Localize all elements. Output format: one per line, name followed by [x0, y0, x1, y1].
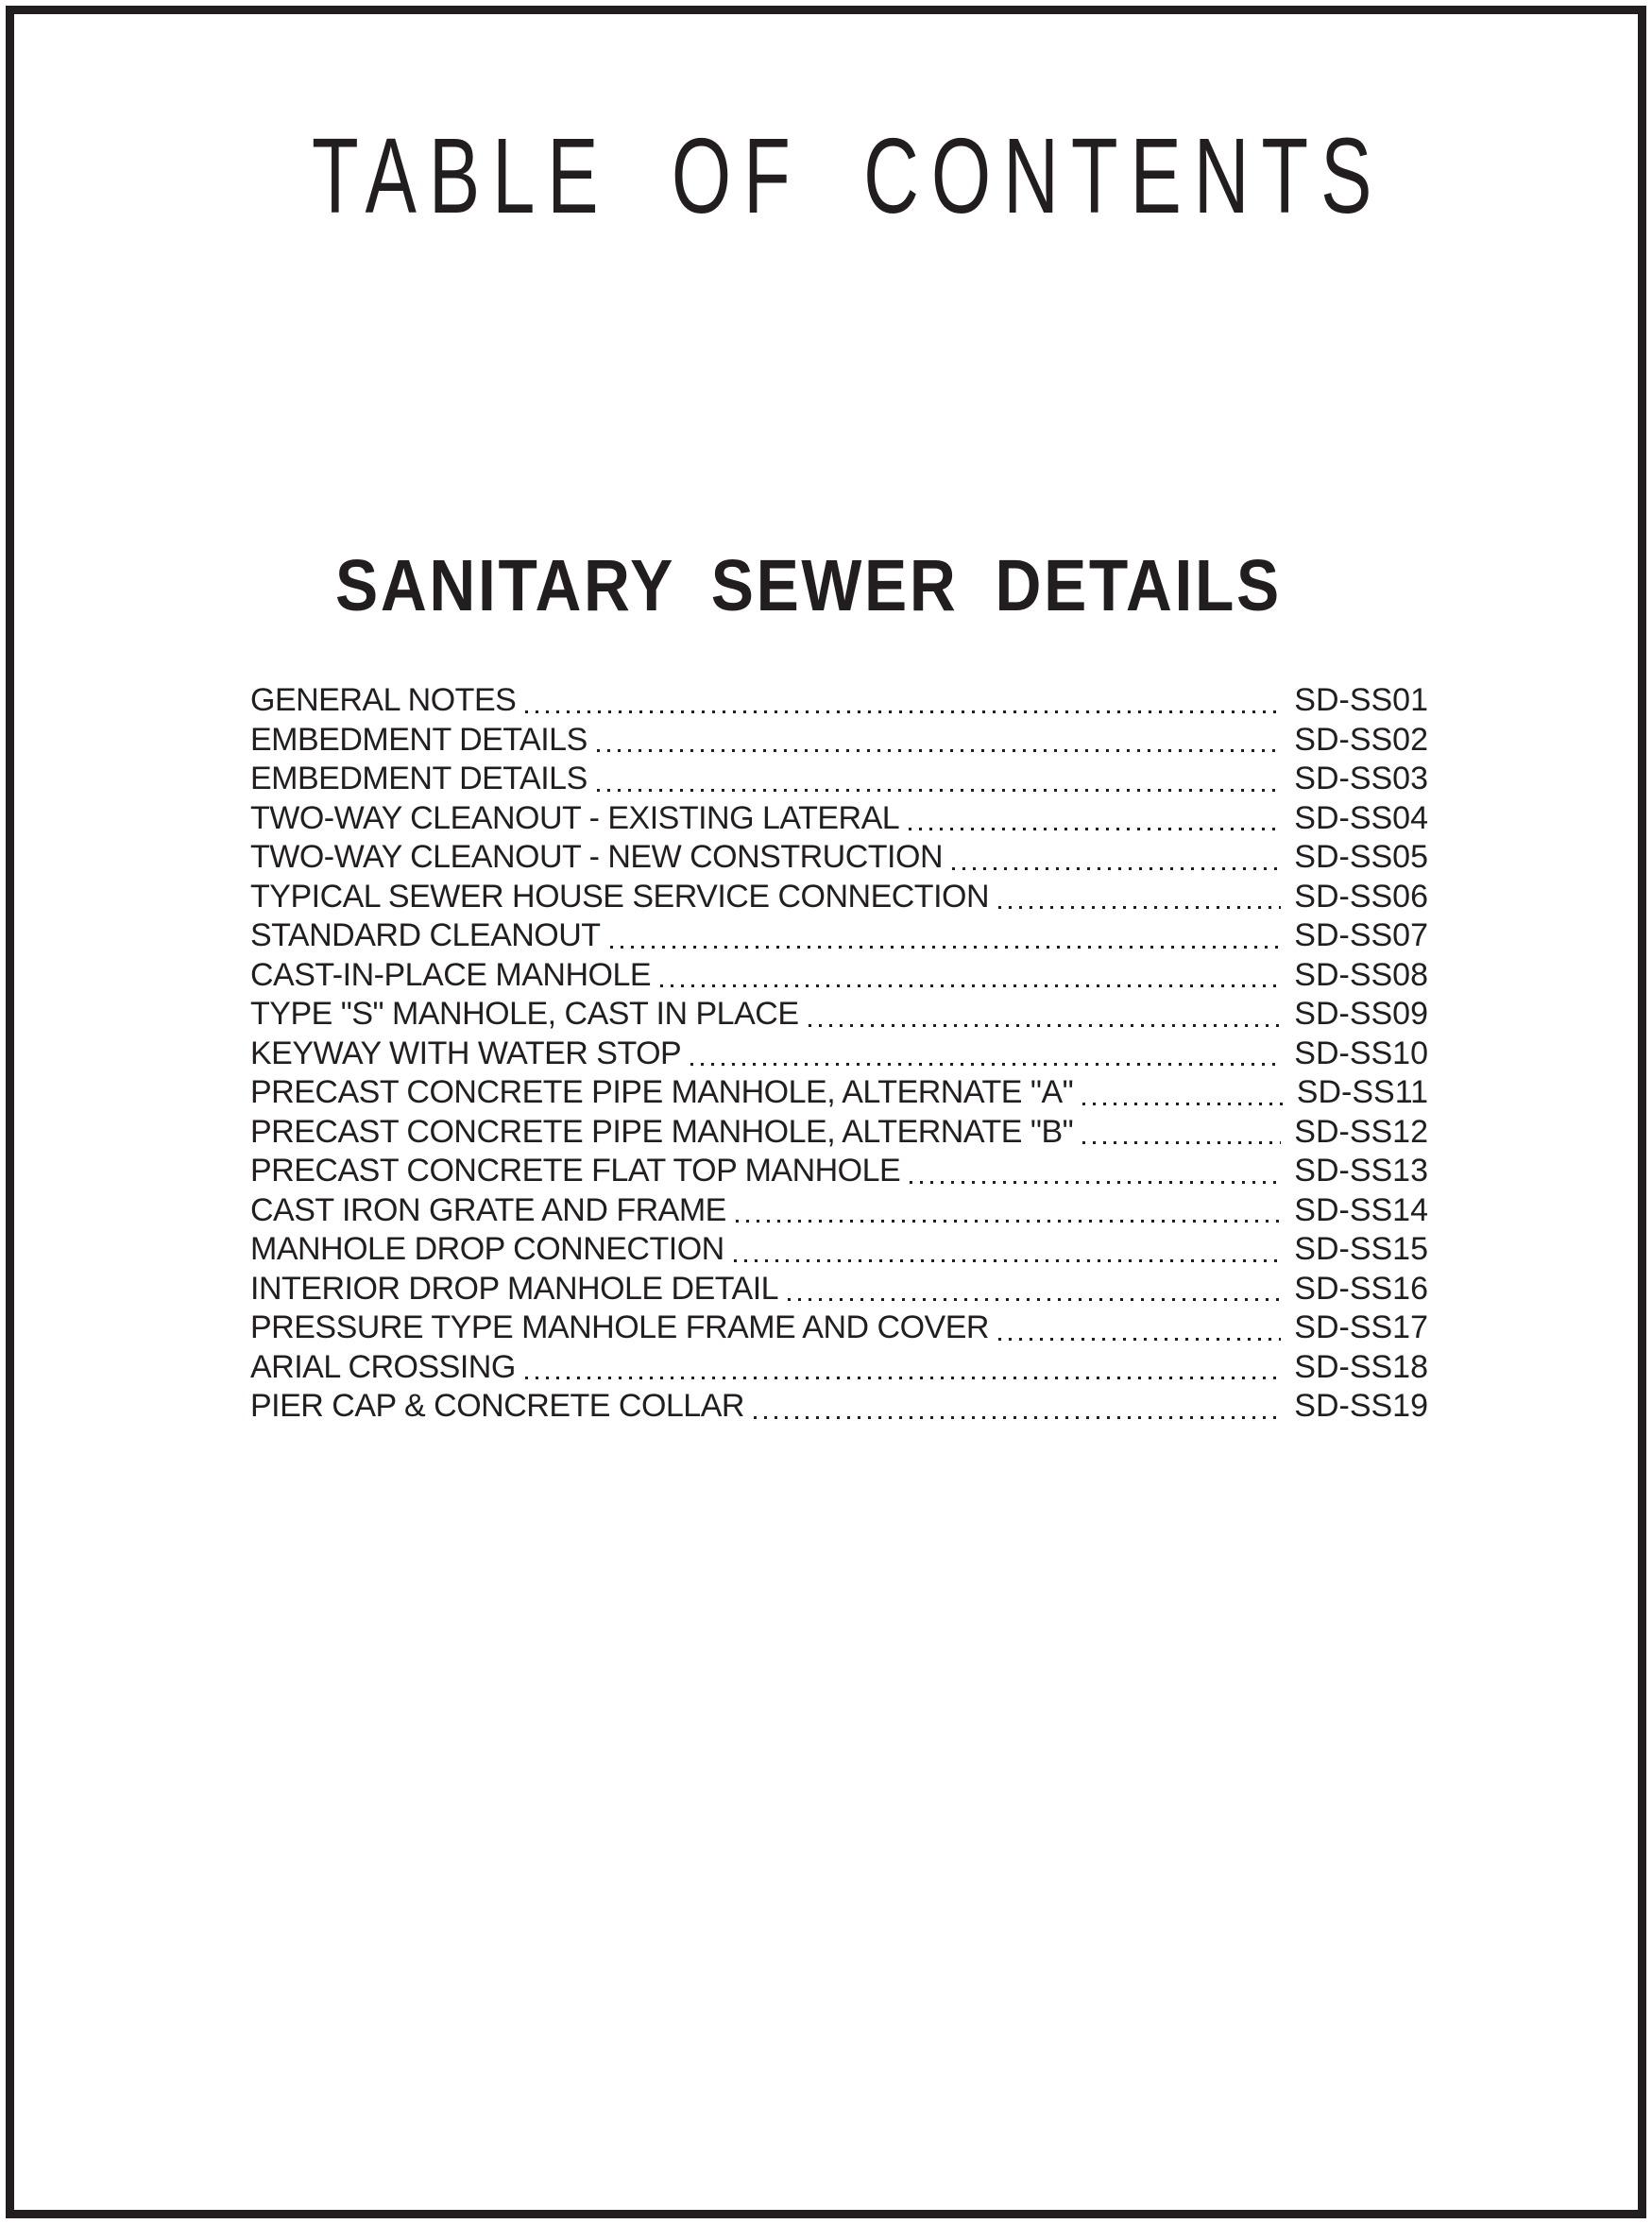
toc-entry-label: PRECAST CONCRETE PIPE MANHOLE, ALTERNATE "A" — [250, 1074, 1074, 1111]
dotted-leader — [734, 1259, 1282, 1262]
sheet-border — [6, 6, 1646, 2218]
toc-entry — [250, 1385, 1428, 1425]
dotted-leader — [690, 1063, 1281, 1066]
toc-entry-label: EMBEDMENT DETAILS — [250, 721, 588, 758]
toc-entry-label: TYPICAL SEWER HOUSE SERVICE CONNECTION — [250, 878, 990, 915]
toc-entry-label: STANDARD CLEANOUT — [250, 917, 601, 954]
dotted-leader — [754, 1416, 1281, 1419]
toc-entry-label: TYPE "S" MANHOLE, CAST IN PLACE — [250, 996, 799, 1033]
dotted-leader — [952, 867, 1281, 870]
toc-entry — [250, 993, 1428, 1033]
toc-entry — [250, 1033, 1428, 1072]
toc-entry-page: SD-SS12 — [1294, 1113, 1428, 1150]
dotted-leader — [998, 1338, 1281, 1341]
toc-entry-page: SD-SS05 — [1294, 839, 1428, 876]
dotted-leader — [597, 789, 1282, 792]
toc-entry-page: SD-SS08 — [1294, 956, 1428, 993]
dotted-leader — [910, 1181, 1281, 1184]
toc-entry-page: SD-SS15 — [1294, 1231, 1428, 1268]
toc-entry-page: SD-SS01 — [1294, 682, 1428, 719]
toc-entry-page: SD-SS14 — [1294, 1191, 1428, 1228]
toc-entry-label: CAST IRON GRATE AND FRAME — [250, 1191, 726, 1228]
toc-entry — [250, 719, 1428, 759]
toc-entry-label: GENERAL NOTES — [250, 682, 517, 719]
dotted-leader — [788, 1298, 1281, 1301]
toc-entry — [250, 758, 1428, 797]
dotted-leader — [525, 1377, 1281, 1379]
toc-entry-label: PRECAST CONCRETE FLAT TOP MANHOLE — [250, 1153, 901, 1189]
dotted-leader — [909, 828, 1281, 830]
toc-entry — [250, 876, 1428, 915]
toc-entry-label: PRESSURE TYPE MANHOLE FRAME AND COVER — [250, 1309, 989, 1346]
toc-entry — [250, 1071, 1428, 1111]
dotted-leader — [809, 1024, 1282, 1027]
toc-entry-label: TWO-WAY CLEANOUT - NEW CONSTRUCTION — [250, 839, 944, 876]
dotted-leader — [597, 749, 1282, 752]
toc-entry — [250, 1111, 1428, 1151]
toc-entry-label: EMBEDMENT DETAILS — [250, 761, 588, 797]
toc-entry — [250, 1346, 1428, 1386]
dotted-leader — [736, 1220, 1281, 1223]
toc-entry — [250, 1268, 1428, 1308]
toc-entry — [250, 954, 1428, 994]
toc-entry-label: INTERIOR DROP MANHOLE DETAIL — [250, 1270, 779, 1307]
toc-entry-page: SD-SS11 — [1296, 1074, 1428, 1111]
toc-entry — [250, 1307, 1428, 1346]
toc-entry-page: SD-SS17 — [1294, 1309, 1428, 1346]
toc-list — [14, 679, 1638, 1425]
toc-entry — [250, 1150, 1428, 1189]
toc-entry-page: SD-SS06 — [1294, 878, 1428, 915]
toc-entry-label: KEYWAY WITH WATER STOP — [250, 1035, 682, 1071]
toc-entry-page: SD-SS13 — [1294, 1153, 1428, 1189]
toc-entry-page: SD-SS18 — [1294, 1348, 1428, 1385]
dotted-leader — [610, 946, 1282, 949]
dotted-leader — [998, 906, 1281, 909]
toc-entry — [250, 1189, 1428, 1229]
toc-entry — [250, 915, 1428, 954]
toc-entry-label: MANHOLE DROP CONNECTION — [250, 1231, 724, 1268]
toc-entry-label: ARIAL CROSSING — [250, 1348, 516, 1385]
dotted-leader — [525, 710, 1281, 713]
toc-entry-label: PIER CAP & CONCRETE COLLAR — [250, 1388, 744, 1425]
dotted-leader — [660, 984, 1281, 987]
section-title: SANITARY SEWER DETAILS — [335, 545, 1282, 626]
toc-entry-page: SD-SS19 — [1294, 1388, 1428, 1425]
toc-entry-label: TWO-WAY CLEANOUT - EXISTING LATERAL — [250, 799, 900, 836]
dotted-leader — [1082, 1103, 1284, 1105]
toc-entry — [250, 1228, 1428, 1268]
toc-entry-page: SD-SS09 — [1294, 996, 1428, 1033]
toc-entry-page: SD-SS10 — [1294, 1035, 1428, 1071]
toc-entry-page: SD-SS07 — [1294, 917, 1428, 954]
toc-entry — [250, 797, 1428, 837]
toc-entry-label: CAST-IN-PLACE MANHOLE — [250, 956, 652, 993]
toc-entry-page: SD-SS04 — [1294, 799, 1428, 836]
toc-entry — [250, 679, 1428, 719]
dotted-leader — [1082, 1141, 1281, 1144]
toc-entry — [250, 836, 1428, 876]
toc-entry-page: SD-SS03 — [1294, 761, 1428, 797]
toc-entry-label: PRECAST CONCRETE PIPE MANHOLE, ALTERNATE "B" — [250, 1113, 1074, 1150]
toc-entry-page: SD-SS16 — [1294, 1270, 1428, 1307]
toc-entry-page: SD-SS02 — [1294, 721, 1428, 758]
page-title: TABLE OF CONTENTS — [312, 116, 1385, 235]
